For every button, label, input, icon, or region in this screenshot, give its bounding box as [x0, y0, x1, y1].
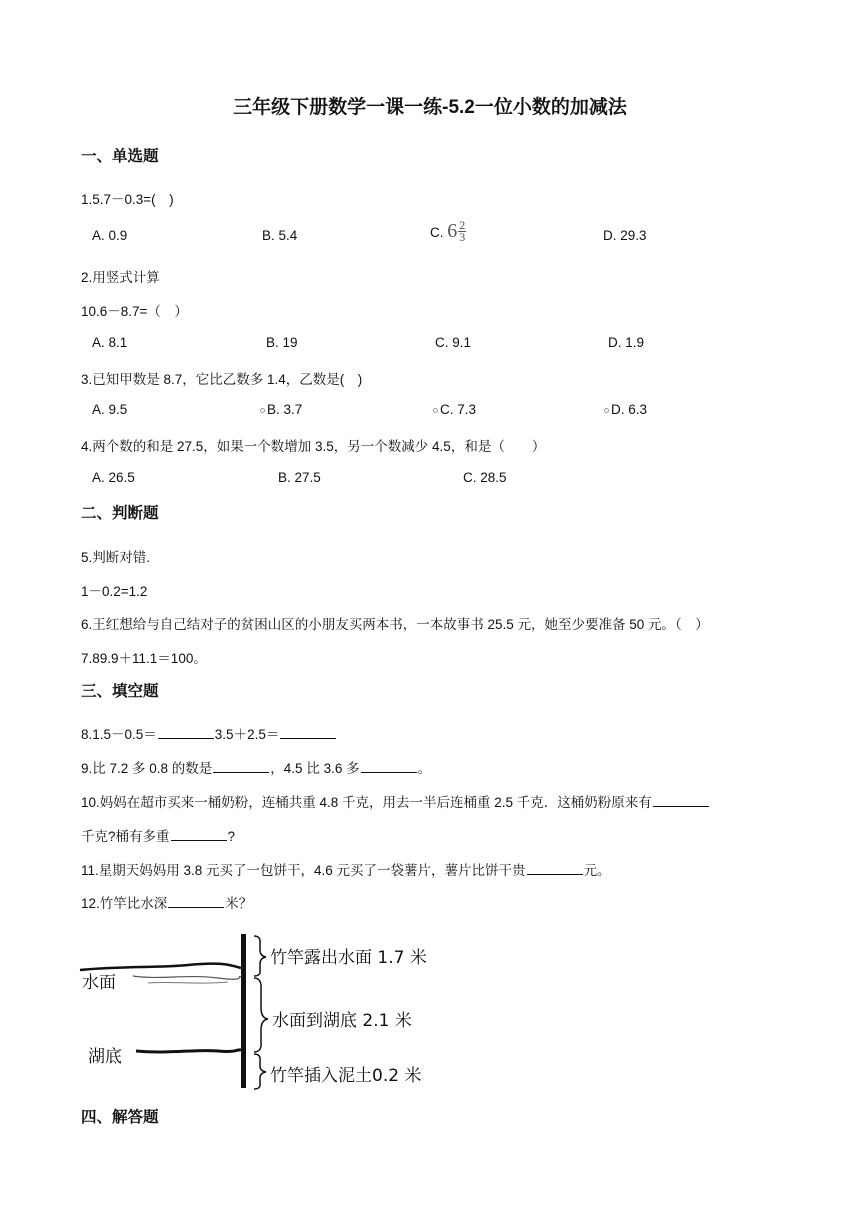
question-3-stem: 3.已知甲数是 8.7，它比乙数多 1.4，乙数是( ): [81, 372, 363, 387]
water-ripple-line: [148, 982, 228, 983]
question-2-stem: 2.用竖式计算: [81, 270, 160, 285]
answer-blank[interactable]: [168, 893, 224, 908]
question-9-part1: 9.比 7.2 多 0.8 的数是: [81, 761, 213, 776]
answer-blank[interactable]: [527, 860, 583, 875]
water-surface-label: 水面: [82, 973, 116, 993]
answer-blank[interactable]: [158, 724, 214, 739]
question-6: 6.王红想给与自己结对子的贫困山区的小朋友买两本书，一本故事书 25.5 元，她至少要准备 50 元。（ ）: [81, 617, 709, 632]
question-1-option-b[interactable]: B. 5.4: [262, 228, 298, 243]
question-2-option-d[interactable]: D. 1.9: [608, 335, 645, 350]
question-3-option-c[interactable]: [433, 402, 476, 417]
question-10-line1: [81, 791, 710, 811]
question-1-option-c[interactable]: [430, 220, 466, 243]
question-4-option-c[interactable]: C. 28.5: [463, 470, 507, 485]
question-3-option-d[interactable]: [604, 402, 647, 417]
question-10-text: 10.妈妈在超市买来一桶奶粉，连桶共重 4.8 千克，用去一半后连桶重 2.5 千克．这桶奶粉原来有: [81, 795, 652, 810]
question-1-option-a[interactable]: A. 0.9: [92, 228, 128, 243]
question-8-part1: 8.1.5－0.5＝: [81, 727, 157, 742]
question-11-text: 11.星期天妈妈用 3.8 元买了一包饼干，4.6 元买了一袋薯片，薯片比饼干贵: [81, 863, 526, 878]
question-12: [81, 892, 252, 912]
question-9-part2: ，4.5 比 3.6 多: [270, 761, 360, 776]
question-3-option-a[interactable]: A. 9.5: [92, 402, 128, 417]
question-7: 7.89.9＋11.1＝100。: [81, 651, 207, 666]
bullet-dot: [433, 408, 438, 413]
bullet-dot: [604, 408, 609, 413]
question-12-unit: 米？: [225, 896, 253, 911]
bullet-dot: [260, 408, 265, 413]
answer-blank[interactable]: [361, 758, 417, 773]
question-3-option-b-label: B. 3.7: [267, 402, 303, 417]
bamboo-pole-diagram: [78, 928, 458, 1094]
question-11-unit: 元。: [583, 863, 611, 878]
question-2-option-c[interactable]: C. 9.1: [435, 335, 472, 350]
question-10-line2: [81, 825, 235, 845]
question-9: [81, 757, 431, 777]
question-3-option-d-label: D. 6.3: [611, 402, 648, 417]
water-surface-line: [80, 964, 241, 970]
question-2-option-a[interactable]: A. 8.1: [92, 335, 128, 350]
question-5-expression: 1－0.2=1.2: [81, 584, 148, 599]
question-11: [81, 859, 611, 879]
question-9-part3: 。: [417, 761, 432, 776]
answer-blank[interactable]: [213, 758, 269, 773]
water-ripple-line: [133, 976, 241, 979]
question-4-stem: 4.两个数的和是 27.5，如果一个数增加 3.5，另一个数减少 4.5，和是（ ）: [81, 439, 546, 454]
label-water-depth: 水面到湖底 2.1 米: [272, 1011, 412, 1031]
answer-blank[interactable]: [171, 826, 227, 841]
question-8-part2: 3.5＋2.5＝: [214, 727, 280, 742]
section-heading-fill-blank: 三、填空题: [81, 683, 159, 700]
lake-bottom-label: 湖底: [88, 1047, 122, 1067]
section-heading-solve: 四、解答题: [81, 1109, 159, 1126]
brace-bottom: [254, 1054, 266, 1089]
brace-top: [254, 936, 266, 976]
question-3-option-b[interactable]: [260, 402, 302, 417]
option-c-prefix: C.: [430, 225, 444, 240]
bamboo-pole: [241, 934, 246, 1088]
answer-blank[interactable]: [653, 792, 709, 807]
question-10-text3: ?: [227, 829, 236, 844]
question-8: [81, 723, 337, 743]
lake-bottom-line: [136, 1050, 241, 1052]
fraction-numerator: 2: [459, 218, 466, 232]
label-above-water: 竹竿露出水面 1.7 米: [270, 948, 427, 968]
fraction-whole: 6: [447, 220, 458, 242]
question-5-stem: 5.判断对错.: [81, 550, 151, 565]
question-1-stem: 1.5.7－0.3=( ): [81, 192, 174, 207]
question-2-option-b[interactable]: B. 19: [266, 335, 298, 350]
brace-middle: [254, 978, 268, 1052]
question-10-text2: 千克?桶有多重: [81, 829, 170, 844]
page-title: 三年级下册数学一课一练-5.2一位小数的加减法: [233, 97, 627, 118]
section-heading-true-false: 二、判断题: [81, 505, 159, 522]
label-in-mud: 竹竿插入泥土0.2 米: [270, 1066, 422, 1086]
question-2-expression: 10.6－8.7=（ ）: [81, 304, 188, 319]
question-12-text: 12.竹竿比水深: [81, 896, 168, 911]
question-1-option-d[interactable]: D. 29.3: [603, 228, 647, 243]
mixed-fraction: [447, 220, 466, 243]
question-4-option-a[interactable]: A. 26.5: [92, 470, 135, 485]
section-heading-single-choice: 一、单选题: [81, 148, 159, 165]
fraction-denominator: 3: [459, 230, 466, 244]
question-3-option-c-label: C. 7.3: [440, 402, 477, 417]
answer-blank[interactable]: [280, 724, 336, 739]
question-4-option-b[interactable]: B. 27.5: [278, 470, 321, 485]
